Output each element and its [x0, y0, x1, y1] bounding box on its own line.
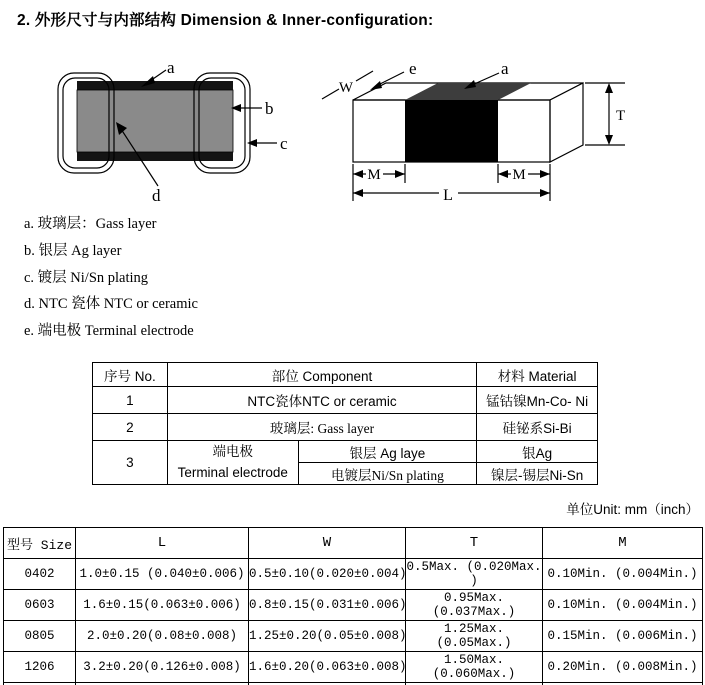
- legend-item-e: e. 端电极 Terminal electrode: [24, 323, 194, 340]
- label-c: c: [280, 134, 288, 153]
- cell-size: 0805: [4, 621, 76, 652]
- legend-item-b: b. 银层 Ag layer: [24, 242, 122, 259]
- cell-layer-3b: 电镀层Ni/Sn plating: [298, 463, 477, 485]
- cell-l: 1.6±0.15(0.063±0.006): [76, 590, 249, 621]
- section-title: 2. 外形尺寸与内部结构 Dimension & Inner-configuration:: [17, 12, 434, 29]
- cell-t: 1.25Max. (0.05Max.): [406, 621, 543, 652]
- cell-component-1: NTC瓷体NTC or ceramic: [167, 387, 476, 414]
- cell-layer-3a: 银层 Ag laye: [298, 441, 477, 463]
- w-tick-1: [322, 89, 339, 99]
- th-size: 型号 Size: [4, 528, 76, 559]
- th-material: 材料 Material: [477, 363, 598, 387]
- dimension-diagram: [312, 56, 652, 208]
- cell-material-2: 硅铋系Si-Bi: [477, 414, 598, 441]
- label-d: d: [152, 186, 161, 205]
- component-material-table: [92, 362, 598, 485]
- cell-w: 1.6±0.20(0.063±0.008): [249, 652, 406, 683]
- glass-layer-top: [77, 81, 233, 90]
- cell-m: 0.10Min. (0.004Min.): [543, 590, 703, 621]
- m2-arrow-left-icon: [498, 170, 508, 178]
- t-arrow-up-icon: [605, 83, 613, 93]
- label-a: a: [167, 58, 175, 77]
- th-t: T: [406, 528, 543, 559]
- cell-no-2: 2: [93, 414, 168, 441]
- w-tick-2: [356, 71, 373, 81]
- label-e: e: [409, 59, 417, 78]
- cell-l: 2.0±0.20(0.08±0.008): [76, 621, 249, 652]
- cell-l: 3.2±0.20(0.126±0.008): [76, 652, 249, 683]
- th-no: 序号 No.: [93, 363, 168, 387]
- label-t: T: [616, 108, 626, 124]
- cell-size: 0603: [4, 590, 76, 621]
- cell-component-2: 玻璃层: Gass layer: [167, 414, 476, 441]
- label-l: L: [443, 187, 453, 204]
- unit-note: 单位Unit: mm（inch）: [566, 502, 699, 517]
- cell-component-3-zh: 端电极: [212, 443, 253, 459]
- t-arrow-down-icon: [605, 135, 613, 145]
- th-l: L: [76, 528, 249, 559]
- th-component: 部位 Component: [167, 363, 476, 387]
- cell-t: 0.5Max. (0.020Max. ): [406, 560, 542, 588]
- cell-size: 1206: [4, 652, 76, 683]
- table-row-1206: [4, 652, 703, 683]
- label-b: b: [265, 99, 274, 118]
- ntc-ceramic-body: [77, 90, 233, 152]
- th-w: W: [249, 528, 406, 559]
- cell-t: 0.95Max. (0.037Max.): [406, 590, 543, 621]
- cell-m: 0.20Min. (0.008Min.): [543, 652, 703, 683]
- cell-component-3: [167, 441, 298, 485]
- cell-material-1: 锰钴镍Mn-Co- Ni: [477, 387, 598, 414]
- layer-legend: [24, 211, 198, 345]
- cell-w: 1.25±0.20(0.05±0.008): [249, 621, 406, 652]
- legend-item-c: c. 镀层 Ni/Sn plating: [24, 269, 149, 286]
- cell-no-3: 3: [93, 441, 168, 485]
- cell-no-1: 1: [93, 387, 168, 414]
- m1-arrow-right-icon: [395, 170, 405, 178]
- label-a2: a: [501, 59, 509, 78]
- cell-material-3a: 银Ag: [477, 441, 598, 463]
- l-arrow-left-icon: [353, 189, 363, 197]
- label-w: W: [338, 80, 354, 96]
- table-row-0402: [4, 559, 703, 590]
- l-arrow-right-icon: [540, 189, 550, 197]
- label-m-left: M: [367, 167, 381, 183]
- dimension-table: [3, 527, 703, 685]
- cell-l: 1.0±0.15 (0.040±0.006): [76, 559, 249, 590]
- glass-layer-bottom: [77, 152, 233, 161]
- th-m: M: [543, 528, 703, 559]
- cell-size: 0402: [4, 559, 76, 590]
- cell-w: 0.5±0.10(0.020±0.004): [249, 559, 406, 590]
- arrowhead-c-icon: [247, 139, 257, 147]
- cell-m: 0.15Min. (0.006Min.): [543, 621, 703, 652]
- m2-arrow-right-icon: [540, 170, 550, 178]
- cell-material-3b: 镍层-锡层Ni-Sn: [477, 463, 598, 485]
- label-m-right: M: [512, 167, 526, 183]
- cell-component-3-en: Terminal electrode: [177, 464, 288, 480]
- cell-w: 0.8±0.15(0.031±0.006): [249, 590, 406, 621]
- cell-m: 0.10Min. (0.004Min.): [543, 559, 703, 590]
- table-row-0805: [4, 621, 703, 652]
- legend-item-d: d. NTC 瓷体 NTC or ceramic: [24, 296, 198, 313]
- cell-t: 1.50Max. (0.060Max.): [406, 652, 543, 683]
- table-row-0603: [4, 590, 703, 621]
- glass-band-front: [405, 100, 498, 162]
- m1-arrow-left-icon: [353, 170, 363, 178]
- cross-section-diagram: [38, 56, 290, 206]
- legend-item-a: a. 玻璃层：Gass layer: [24, 216, 157, 232]
